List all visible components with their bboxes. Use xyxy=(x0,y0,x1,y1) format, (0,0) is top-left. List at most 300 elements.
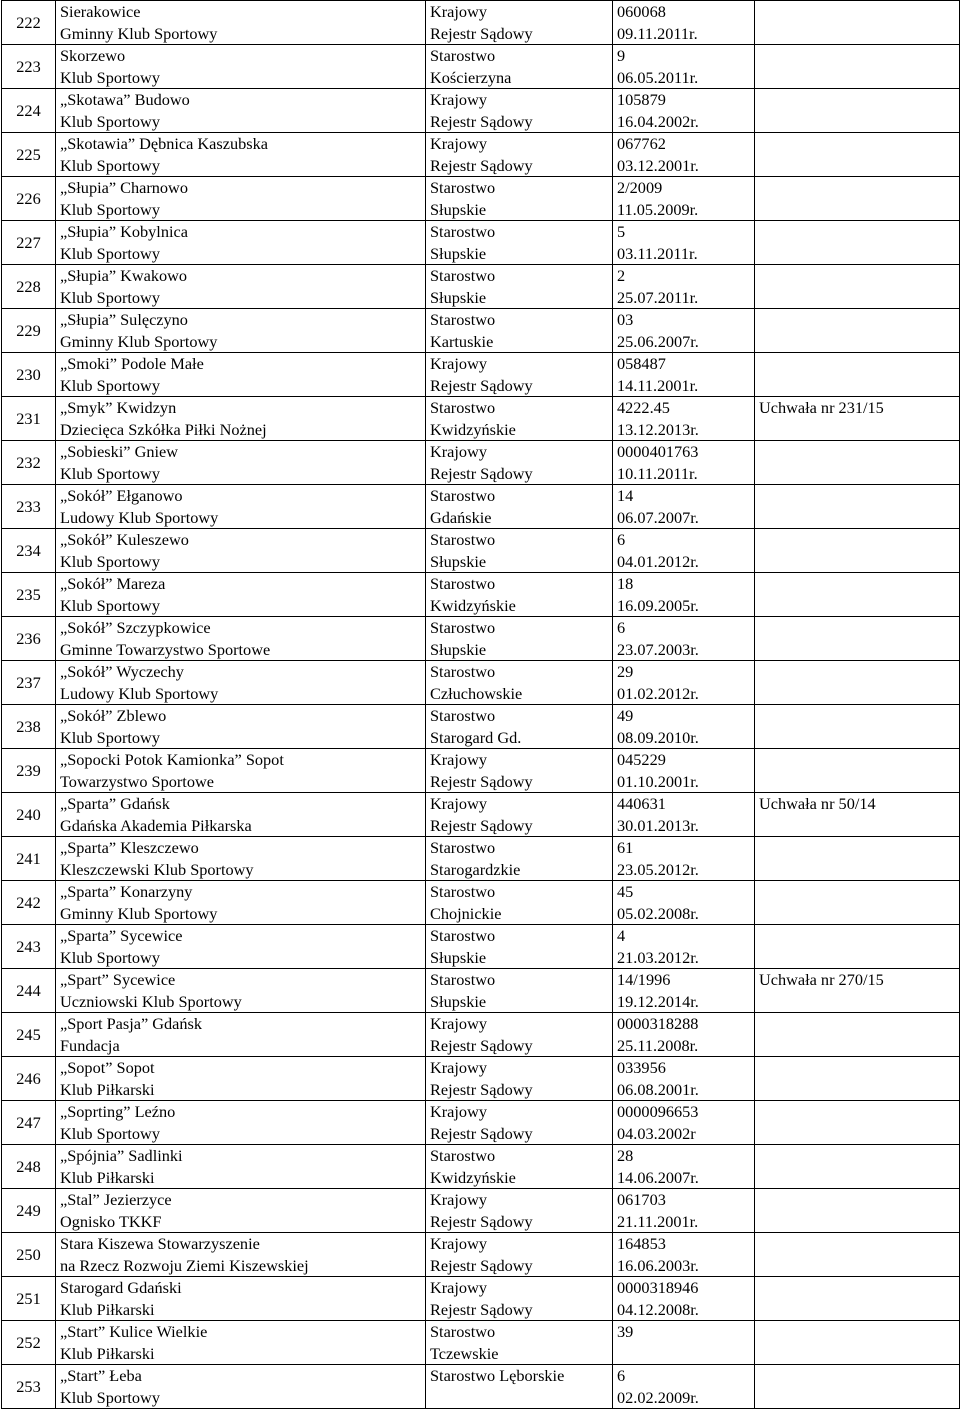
club-name: Klub Sportowy xyxy=(60,727,160,747)
registering-authority-cell xyxy=(426,1189,613,1233)
registering-authority: Starostwo xyxy=(430,970,496,989)
club-name: „Sport Pasja” Gdańsk xyxy=(60,1014,202,1033)
registering-authority: Starostwo xyxy=(430,1322,496,1341)
registering-authority: Starostwo xyxy=(430,838,496,857)
registering-authority: Rejestr Sądowy xyxy=(430,815,533,835)
row-number: 239 xyxy=(16,760,41,780)
club-name-cell xyxy=(56,177,426,221)
registration-number-date: 2/2009 xyxy=(617,178,663,197)
registering-authority: Rejestr Sądowy xyxy=(430,1211,533,1231)
club-name: „Sparta” Konarzyny xyxy=(60,882,193,901)
registering-authority: Słupskie xyxy=(430,287,487,307)
registering-authority: Starostwo xyxy=(430,266,496,285)
table-row xyxy=(2,793,960,837)
registration-number-date-cell xyxy=(613,705,755,749)
registration-number-date-cell xyxy=(613,1145,755,1189)
registering-authority: Gdańskie xyxy=(430,507,492,527)
registering-authority: Słupskie xyxy=(430,199,487,219)
row-number: 228 xyxy=(16,276,41,296)
table-row xyxy=(2,265,960,309)
registration-number-date: 060068 xyxy=(617,2,666,21)
registration-number-date-cell xyxy=(613,133,755,177)
table-row xyxy=(2,353,960,397)
club-name: Skorzewo xyxy=(60,46,126,65)
club-name: „Smyk” Kwidzyn xyxy=(60,398,177,417)
club-name: „Sokół” Mareza xyxy=(60,574,166,593)
registering-authority: Rejestr Sądowy xyxy=(430,1123,533,1143)
note-cell xyxy=(755,705,960,749)
club-name-cell xyxy=(56,1277,426,1321)
registering-authority: Starostwo xyxy=(430,926,496,945)
note-cell xyxy=(755,1365,960,1409)
club-name-cell xyxy=(56,925,426,969)
table-row xyxy=(2,617,960,661)
row-number-cell xyxy=(2,177,56,221)
club-name: „Skotawia” Dębnica Kaszubska xyxy=(60,134,268,153)
club-name: Gminny Klub Sportowy xyxy=(60,903,218,923)
table-row xyxy=(2,309,960,353)
row-number: 251 xyxy=(16,1288,41,1308)
registration-number-date-cell xyxy=(613,969,755,1013)
registering-authority-cell xyxy=(426,1365,613,1409)
row-number: 224 xyxy=(16,100,41,120)
registering-authority: Starostwo xyxy=(430,1146,496,1165)
note-cell xyxy=(755,793,960,837)
club-name: Uczniowski Klub Sportowy xyxy=(60,991,242,1011)
registration-number-date: 045229 xyxy=(617,750,666,769)
registration-number-date-cell xyxy=(613,617,755,661)
table-row xyxy=(2,1101,960,1145)
table-row xyxy=(2,1,960,45)
registering-authority: Starostwo xyxy=(430,398,496,417)
row-number: 233 xyxy=(16,496,41,516)
registration-number-date: 03.12.2001r. xyxy=(617,155,699,175)
row-number-cell xyxy=(2,45,56,89)
club-name: Gminne Towarzystwo Sportowe xyxy=(60,639,271,659)
registration-number-date-cell xyxy=(613,573,755,617)
note-cell xyxy=(755,617,960,661)
registering-authority: Krajowy xyxy=(430,1278,487,1297)
note-cell xyxy=(755,89,960,133)
row-number-cell xyxy=(2,1,56,45)
registration-number-date-cell xyxy=(613,1,755,45)
registering-authority: Słupskie xyxy=(430,243,487,263)
registration-number-date-cell xyxy=(613,1057,755,1101)
registration-number-date-cell xyxy=(613,1365,755,1409)
registering-authority: Rejestr Sądowy xyxy=(430,771,533,791)
note-cell xyxy=(755,925,960,969)
registering-authority-cell xyxy=(426,881,613,925)
club-name: Klub Piłkarski xyxy=(60,1167,155,1187)
row-number: 231 xyxy=(16,408,41,428)
club-name: Klub Sportowy xyxy=(60,551,160,571)
club-name: „Spójnia” Sadlinki xyxy=(60,1146,183,1165)
table-row xyxy=(2,221,960,265)
registration-number-date: 28 xyxy=(617,1146,634,1165)
club-name: Gminny Klub Sportowy xyxy=(60,331,218,351)
note-cell xyxy=(755,749,960,793)
club-name: „Start” Kulice Wielkie xyxy=(60,1322,208,1341)
row-number: 244 xyxy=(16,980,41,1000)
club-name-cell xyxy=(56,309,426,353)
registering-authority-cell xyxy=(426,177,613,221)
row-number: 250 xyxy=(16,1244,41,1264)
row-number-cell xyxy=(2,573,56,617)
club-name-cell xyxy=(56,529,426,573)
club-name: Klub Sportowy xyxy=(60,67,160,87)
registration-number-date: 0000318946 xyxy=(617,1278,699,1297)
registration-number-date: 29 xyxy=(617,662,634,681)
registration-number-date: 4 xyxy=(617,926,626,945)
row-number-cell xyxy=(2,925,56,969)
registering-authority-cell xyxy=(426,1,613,45)
note-cell xyxy=(755,45,960,89)
club-name: Klub Piłkarski xyxy=(60,1079,155,1099)
registering-authority-cell xyxy=(426,1233,613,1277)
registration-number-date: 04.03.2002r xyxy=(617,1123,696,1143)
row-number-cell xyxy=(2,1233,56,1277)
club-name: Dziecięca Szkółka Piłki Nożnej xyxy=(60,419,267,439)
note-cell xyxy=(755,441,960,485)
registering-authority-cell xyxy=(426,441,613,485)
registering-authority: Rejestr Sądowy xyxy=(430,375,533,395)
club-name: „Sopot” Sopot xyxy=(60,1058,155,1077)
row-number: 223 xyxy=(16,56,41,76)
row-number: 235 xyxy=(16,584,41,604)
club-name: Klub Sportowy xyxy=(60,1387,160,1407)
note-cell xyxy=(755,221,960,265)
registering-authority-cell xyxy=(426,133,613,177)
registration-number-date: 105879 xyxy=(617,90,666,109)
note-cell xyxy=(755,353,960,397)
row-number: 247 xyxy=(16,1112,41,1132)
registration-number-date: 25.11.2008r. xyxy=(617,1035,699,1055)
registering-authority: Chojnickie xyxy=(430,903,502,923)
registering-authority-cell xyxy=(426,265,613,309)
registration-number-date: 21.03.2012r. xyxy=(617,947,699,967)
registering-authority: Krajowy xyxy=(430,1014,487,1033)
registry-table-body xyxy=(2,1,960,1409)
registering-authority-cell xyxy=(426,969,613,1013)
registration-number-date: 05.02.2008r. xyxy=(617,903,699,923)
table-row xyxy=(2,1365,960,1409)
row-number-cell xyxy=(2,1189,56,1233)
registration-number-date: 067762 xyxy=(617,134,666,153)
registering-authority: Starostwo xyxy=(430,486,496,505)
row-number-cell xyxy=(2,1145,56,1189)
registering-authority: Człuchowskie xyxy=(430,683,523,703)
club-name-cell xyxy=(56,133,426,177)
registration-number-date-cell xyxy=(613,529,755,573)
club-name: „Sparta” Kleszczewo xyxy=(60,838,199,857)
registration-number-date: 14.06.2007r. xyxy=(617,1167,699,1187)
registration-number-date: 19.12.2014r. xyxy=(617,991,699,1011)
club-name: Klub Sportowy xyxy=(60,287,160,307)
registration-number-date: 23.05.2012r. xyxy=(617,859,699,879)
registering-authority: Krajowy xyxy=(430,134,487,153)
club-name-cell xyxy=(56,661,426,705)
registration-number-date-cell xyxy=(613,1321,755,1365)
row-number: 230 xyxy=(16,364,41,384)
note: Uchwała nr 270/15 xyxy=(759,970,884,989)
club-name-cell xyxy=(56,353,426,397)
registering-authority-cell xyxy=(426,529,613,573)
row-number: 222 xyxy=(16,12,41,32)
club-name: „Słupia” Sulęczyno xyxy=(60,310,188,329)
club-name: Ludowy Klub Sportowy xyxy=(60,507,219,527)
table-row xyxy=(2,573,960,617)
note-cell xyxy=(755,661,960,705)
row-number-cell xyxy=(2,1101,56,1145)
registration-number-date: 14 xyxy=(617,486,634,505)
registering-authority: Słupskie xyxy=(430,551,487,571)
club-name-cell xyxy=(56,1057,426,1101)
row-number-cell xyxy=(2,1321,56,1365)
registration-number-date-cell xyxy=(613,1277,755,1321)
table-row xyxy=(2,529,960,573)
registering-authority: Słupskie xyxy=(430,639,487,659)
club-name: Klub Sportowy xyxy=(60,595,160,615)
table-row xyxy=(2,1189,960,1233)
club-name: Sierakowice xyxy=(60,2,141,21)
registering-authority: Starostwo Lęborskie xyxy=(430,1366,565,1385)
club-name: „Słupia” Charnowo xyxy=(60,178,188,197)
registering-authority-cell xyxy=(426,573,613,617)
registering-authority: Rejestr Sądowy xyxy=(430,1035,533,1055)
club-name-cell xyxy=(56,441,426,485)
registering-authority-cell xyxy=(426,925,613,969)
registration-number-date: 06.05.2011r. xyxy=(617,67,699,87)
registration-number-date: 01.02.2012r. xyxy=(617,683,699,703)
table-row xyxy=(2,1233,960,1277)
club-name-cell xyxy=(56,45,426,89)
table-row xyxy=(2,661,960,705)
registering-authority: Krajowy xyxy=(430,1190,487,1209)
club-name: Klub Sportowy xyxy=(60,111,160,131)
registering-authority: Kwidzyńskie xyxy=(430,419,516,439)
registering-authority: Krajowy xyxy=(430,1058,487,1077)
registering-authority-cell xyxy=(426,221,613,265)
registering-authority-cell xyxy=(426,89,613,133)
registration-number-date-cell xyxy=(613,1101,755,1145)
registration-number-date: 0000096653 xyxy=(617,1102,699,1121)
club-name-cell xyxy=(56,617,426,661)
registration-number-date-cell xyxy=(613,485,755,529)
registering-authority: Starostwo xyxy=(430,882,496,901)
club-name-cell xyxy=(56,1101,426,1145)
club-name: „Sokół” Kuleszewo xyxy=(60,530,189,549)
club-name-cell xyxy=(56,573,426,617)
registration-number-date: 49 xyxy=(617,706,634,725)
table-row xyxy=(2,837,960,881)
table-row xyxy=(2,1277,960,1321)
row-number: 229 xyxy=(16,320,41,340)
registration-number-date: 6 xyxy=(617,1366,626,1385)
club-name-cell xyxy=(56,1365,426,1409)
registering-authority-cell xyxy=(426,749,613,793)
registering-authority: Rejestr Sądowy xyxy=(430,23,533,43)
row-number-cell xyxy=(2,1277,56,1321)
club-name-cell xyxy=(56,1321,426,1365)
row-number: 226 xyxy=(16,188,41,208)
row-number: 245 xyxy=(16,1024,41,1044)
registering-authority: Kartuskie xyxy=(430,331,494,351)
registering-authority: Starostwo xyxy=(430,46,496,65)
row-number-cell xyxy=(2,485,56,529)
registration-number-date: 6 xyxy=(617,618,626,637)
row-number: 232 xyxy=(16,452,41,472)
row-number-cell xyxy=(2,969,56,1013)
row-number-cell xyxy=(2,397,56,441)
registering-authority: Rejestr Sądowy xyxy=(430,1255,533,1275)
registration-number-date: 14.11.2001r. xyxy=(617,375,699,395)
registration-number-date: 61 xyxy=(617,838,634,857)
registering-authority: Słupskie xyxy=(430,947,487,967)
club-name: „Stal” Jezierzyce xyxy=(60,1190,172,1209)
row-number-cell xyxy=(2,441,56,485)
row-number-cell xyxy=(2,265,56,309)
note-cell xyxy=(755,133,960,177)
row-number-cell xyxy=(2,661,56,705)
registration-number-date: 0000401763 xyxy=(617,442,699,461)
note-cell xyxy=(755,1145,960,1189)
club-name: Gminny Klub Sportowy xyxy=(60,23,218,43)
registration-number-date: 01.10.2001r. xyxy=(617,771,699,791)
club-name: Klub Sportowy xyxy=(60,947,160,967)
registration-number-date: 04.12.2008r. xyxy=(617,1299,699,1319)
registration-number-date-cell xyxy=(613,1013,755,1057)
registration-number-date: 23.07.2003r. xyxy=(617,639,699,659)
registration-number-date-cell xyxy=(613,661,755,705)
registering-authority: Krajowy xyxy=(430,794,487,813)
table-row xyxy=(2,397,960,441)
registering-authority: Krajowy xyxy=(430,1234,487,1253)
row-number-cell xyxy=(2,705,56,749)
club-name-cell xyxy=(56,1,426,45)
registering-authority: Tczewskie xyxy=(430,1343,499,1363)
registration-number-date-cell xyxy=(613,881,755,925)
registering-authority-cell xyxy=(426,705,613,749)
registration-number-date-cell xyxy=(613,353,755,397)
registration-number-date: 061703 xyxy=(617,1190,666,1209)
table-row xyxy=(2,705,960,749)
row-number: 237 xyxy=(16,672,41,692)
registration-number-date: 440631 xyxy=(617,794,666,813)
registration-number-date: 02.02.2009r. xyxy=(617,1387,699,1407)
club-name-cell xyxy=(56,749,426,793)
club-name: „Soprting” Leźno xyxy=(60,1102,176,1121)
registration-number-date: 10.11.2011r. xyxy=(617,463,698,483)
registration-number-date: 09.11.2011r. xyxy=(617,23,698,43)
registering-authority: Krajowy xyxy=(430,354,487,373)
row-number-cell xyxy=(2,353,56,397)
note-cell xyxy=(755,485,960,529)
registration-number-date: 058487 xyxy=(617,354,666,373)
row-number: 227 xyxy=(16,232,41,252)
registration-number-date-cell xyxy=(613,45,755,89)
table-row xyxy=(2,177,960,221)
club-name: „Sparta” Sycewice xyxy=(60,926,183,945)
registration-number-date: 21.11.2001r. xyxy=(617,1211,699,1231)
registering-authority: Słupskie xyxy=(430,991,487,1011)
club-name-cell xyxy=(56,485,426,529)
club-name: Klub Sportowy xyxy=(60,199,160,219)
registration-number-date: 16.06.2003r. xyxy=(617,1255,699,1275)
club-name-cell xyxy=(56,881,426,925)
registering-authority-cell xyxy=(426,485,613,529)
club-name: Klub Piłkarski xyxy=(60,1343,155,1363)
registering-authority-cell xyxy=(426,793,613,837)
note-cell xyxy=(755,1,960,45)
registration-number-date: 033956 xyxy=(617,1058,666,1077)
registration-number-date: 03 xyxy=(617,310,634,329)
registration-number-date-cell xyxy=(613,1233,755,1277)
club-name: Stara Kiszewa Stowarzyszenie xyxy=(60,1234,260,1253)
club-name: Towarzystwo Sportowe xyxy=(60,771,214,791)
registering-authority-cell xyxy=(426,837,613,881)
registering-authority-cell xyxy=(426,309,613,353)
registering-authority: Starostwo xyxy=(430,662,496,681)
club-name-cell xyxy=(56,1233,426,1277)
registration-number-date-cell xyxy=(613,441,755,485)
row-number-cell xyxy=(2,309,56,353)
club-name-cell xyxy=(56,969,426,1013)
registration-number-date: 18 xyxy=(617,574,634,593)
registration-number-date-cell xyxy=(613,925,755,969)
registering-authority: Rejestr Sądowy xyxy=(430,463,533,483)
registration-number-date: 16.04.2002r. xyxy=(617,111,699,131)
club-name-cell xyxy=(56,793,426,837)
registration-number-date: 14/1996 xyxy=(617,970,671,989)
row-number-cell xyxy=(2,89,56,133)
registering-authority-cell xyxy=(426,1057,613,1101)
row-number-cell xyxy=(2,221,56,265)
table-row xyxy=(2,925,960,969)
note-cell xyxy=(755,1101,960,1145)
row-number: 240 xyxy=(16,804,41,824)
note-cell xyxy=(755,1189,960,1233)
registering-authority: Starostwo xyxy=(430,178,496,197)
row-number: 243 xyxy=(16,936,41,956)
row-number: 234 xyxy=(16,540,41,560)
registering-authority: Starostwo xyxy=(430,310,496,329)
registering-authority: Krajowy xyxy=(430,1102,487,1121)
note-cell xyxy=(755,1013,960,1057)
registration-number-date: 164853 xyxy=(617,1234,666,1253)
registration-number-date: 2 xyxy=(617,266,626,285)
club-name-cell xyxy=(56,1145,426,1189)
registering-authority: Krajowy xyxy=(430,90,487,109)
club-name: Kleszczewski Klub Sportowy xyxy=(60,859,254,879)
registering-authority: Rejestr Sądowy xyxy=(430,111,533,131)
note-cell xyxy=(755,573,960,617)
club-name: Klub Sportowy xyxy=(60,243,160,263)
registry-table xyxy=(1,0,960,1409)
table-row xyxy=(2,1057,960,1101)
table-row xyxy=(2,485,960,529)
registration-number-date-cell xyxy=(613,793,755,837)
registering-authority: Rejestr Sądowy xyxy=(430,1299,533,1319)
registration-number-date: 25.06.2007r. xyxy=(617,331,699,351)
note-cell xyxy=(755,309,960,353)
table-row xyxy=(2,45,960,89)
club-name: „Sokół” Wyczechy xyxy=(60,662,184,681)
registering-authority-cell xyxy=(426,1321,613,1365)
registering-authority: Krajowy xyxy=(430,442,487,461)
table-row xyxy=(2,1013,960,1057)
registering-authority-cell xyxy=(426,661,613,705)
table-row xyxy=(2,1145,960,1189)
